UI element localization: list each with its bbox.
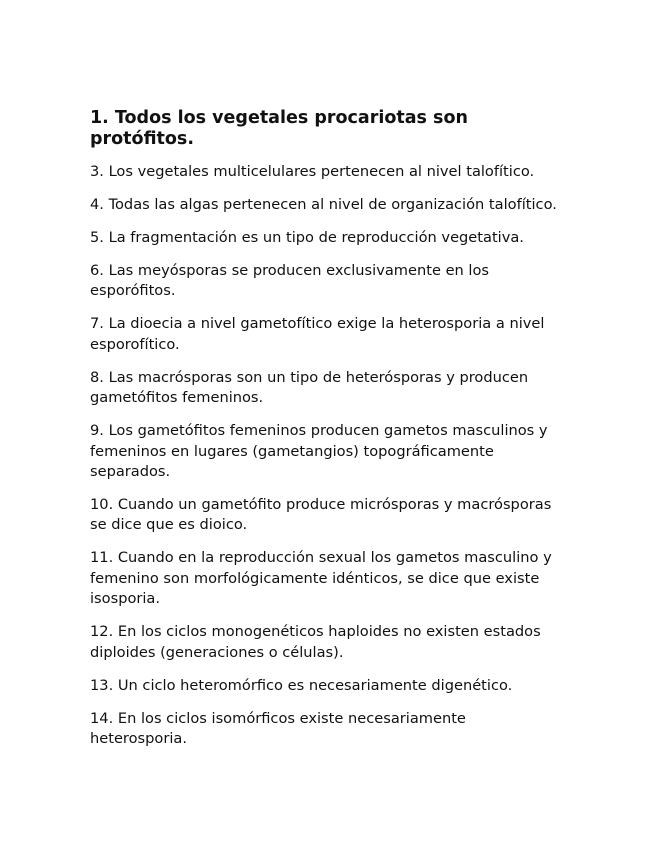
question-item: 13. Un ciclo heteromórfico es necesariamente digenético. [90, 676, 513, 694]
question-item: 10. Cuando un gametófito produce micrósporas y macrósporas se dice que es dioico. [90, 496, 552, 534]
question-item: 9. Los gametófitos femeninos producen gametos masculinos y femeninos en lugares (gametangios) topográficamente separados. [90, 422, 548, 481]
question-item: 8. Las macrósporas son un tipo de heterósporas y producen gametófitos femeninos. [90, 368, 529, 407]
question-item: 6. Las meyósporas se producen exclusivamente en los esporófitos. [90, 262, 490, 300]
question-item: 14. En los ciclos isomórficos existe necesariamente heterosporia. [90, 709, 466, 748]
question-item: 12. En los ciclos monogenéticos haploides no existen estados diploides (generaciones o células). [90, 623, 541, 661]
question-item: 11. Cuando en la reproducción sexual los gametos masculino y femenino son morfológicamente idénticos, se dice que existe isosporia. [90, 549, 552, 608]
question-item: 7. La dioecia a nivel gametofítico exige la heterosporia a nivel esporofítico. [90, 315, 545, 353]
document-page [90, 108, 566, 762]
question-item: 4. Todas las algas pertenecen al nivel de organización talofítico. [90, 196, 557, 213]
question-item: 3. Los vegetales multicelulares pertenecen al nivel talofítico. [90, 163, 535, 180]
question-heading: 1. Todos los vegetales procariotas son protófitos. [90, 108, 468, 149]
question-item: 5. La fragmentación es un tipo de reproducción vegetativa. [90, 229, 524, 246]
